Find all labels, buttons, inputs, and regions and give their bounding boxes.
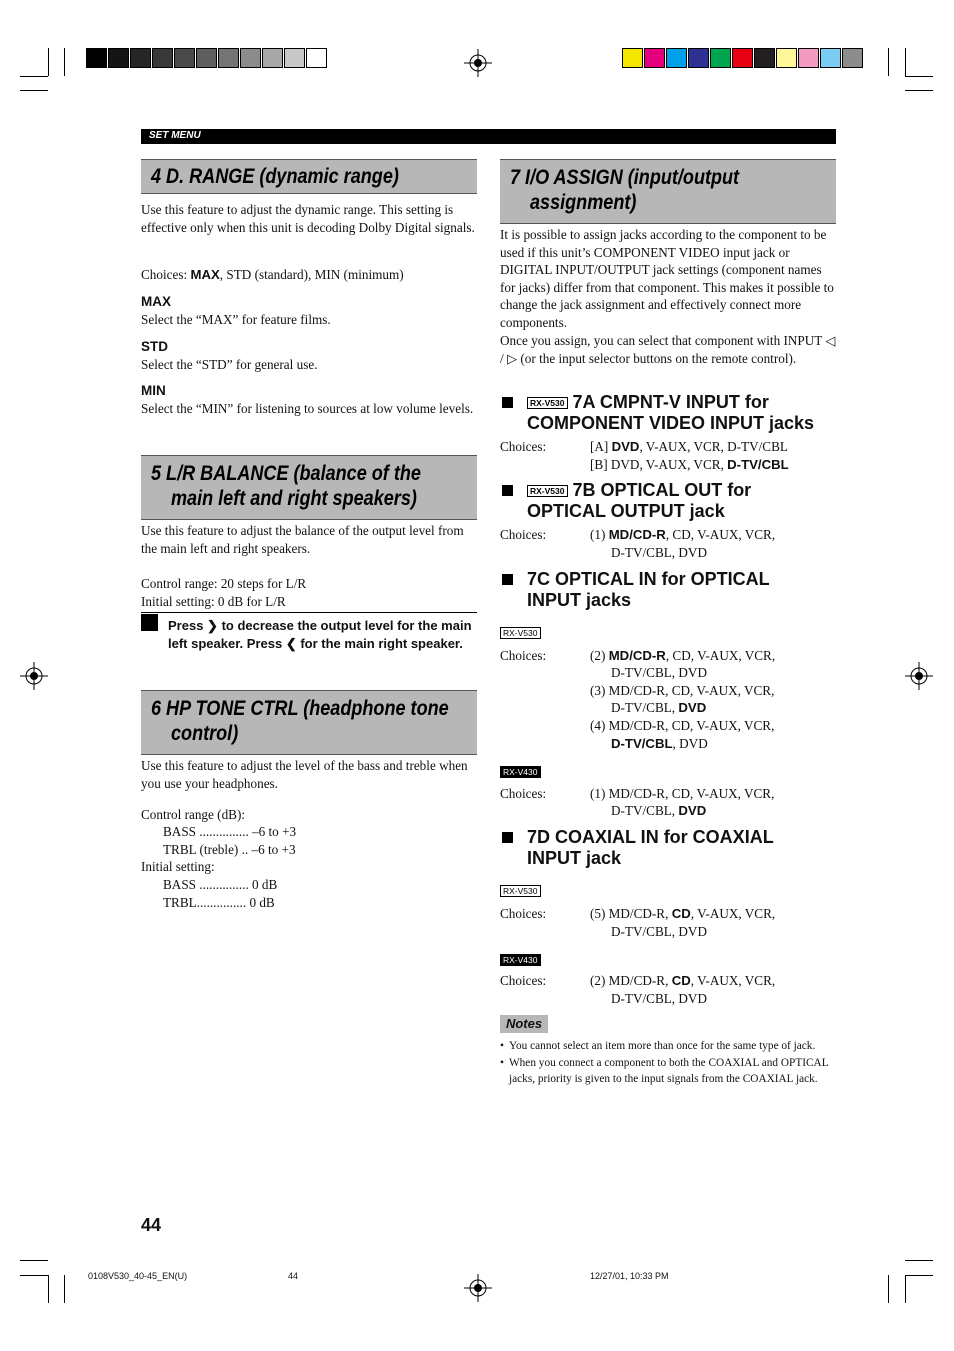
dynamic-range-description: Use this feature to adjust the dynamic range. This setting is effective only when this unit is decoding Dolby Digital signals. (141, 202, 475, 235)
crop-mark (888, 1275, 889, 1303)
hp-bass-range: BASS ............... –6 to +3 (163, 824, 297, 839)
color-swatch (688, 48, 709, 68)
model-tag: RX-V530 (500, 885, 541, 897)
gray-swatch (196, 48, 217, 68)
gray-swatch (108, 48, 129, 68)
choice-7c-2-line2: D-TV/CBL, DVD (611, 665, 707, 680)
choices-label: Choices: (500, 906, 547, 921)
color-swatch (710, 48, 731, 68)
notes-label: Notes (500, 1015, 548, 1033)
crop-mark (905, 48, 906, 76)
model-tag: RX-V430 (500, 766, 541, 778)
gray-swatch (152, 48, 173, 68)
min-text: Select the “MIN” for listening to sources at low volume levels. (141, 401, 474, 416)
chevron-right-icon: ❯ (207, 618, 218, 633)
min-heading: MIN (141, 383, 166, 398)
crop-mark (64, 1275, 65, 1303)
heading-io-assign: 7 I/O ASSIGN (input/output assignment) (500, 159, 836, 224)
io-assign-selection: Once you assign, you can select that component with INPUT ◁ / ▷ (or the input selector buttons on the remote control). (500, 333, 836, 366)
choice-7a-a: [A] DVD, V-AUX, VCR, D-TV/CBL (590, 439, 788, 454)
footer-page: 44 (288, 1271, 299, 1281)
note-item: • When you connect a component to both the COAXIAL and OPTICAL jacks, priority is given to the input signals from the COAXIAL jack. (500, 1057, 829, 1085)
crop-mark (48, 48, 49, 76)
gray-swatch (240, 48, 261, 68)
choice-7c-430-1: (1) MD/CD-R, CD, V-AUX, VCR, (590, 786, 775, 801)
hp-trbl-range: TRBL (treble) .. –6 to +3 (163, 842, 296, 857)
registration-mark-icon (905, 662, 933, 690)
heading-7a: RX-V530 7A CMPNT-V INPUT for COMPONENT VIDEO INPUT jacks (527, 392, 815, 433)
divider (141, 612, 477, 613)
heading-7d: 7D COAXIAL IN for COAXIAL INPUT jack (527, 827, 774, 868)
color-swatch (820, 48, 841, 68)
chevron-left-icon: ❮ (285, 635, 297, 651)
crop-mark (905, 90, 933, 91)
color-swatch (644, 48, 665, 68)
choice-7b-1: (1) MD/CD-R, CD, V-AUX, VCR, (590, 527, 776, 542)
crop-mark (20, 90, 48, 91)
color-swatch (776, 48, 797, 68)
lr-balance-description: Use this feature to adjust the balance of the output level from the main left and right speakers. (141, 523, 464, 556)
choice-7c-3-line2: D-TV/CBL, DVD (611, 700, 707, 715)
hp-tone-description: Use this feature to adjust the level of the bass and treble when you use your headphones. (141, 758, 468, 791)
gray-swatch (284, 48, 305, 68)
choice-7d-430-2: (2) MD/CD-R, CD, V-AUX, VCR, (590, 973, 776, 988)
choice-7d-5: (5) MD/CD-R, CD, V-AUX, VCR, (590, 906, 776, 921)
choice-7c-3: (3) MD/CD-R, CD, V-AUX, VCR, (590, 683, 775, 698)
hp-trbl-initial: TRBL............... 0 dB (163, 895, 275, 910)
model-tag: RX-V530 (500, 627, 541, 639)
heading-hp-tone-ctrl: 6 HP TONE CTRL (headphone tone control) (141, 690, 477, 755)
bullet-square (502, 485, 513, 496)
note-marker (141, 614, 158, 631)
lr-initial-setting: Initial setting: 0 dB for L/R (141, 594, 286, 609)
choice-7d-430-2-line2: D-TV/CBL, DVD (611, 991, 707, 1006)
gray-swatch (86, 48, 107, 68)
heading-dynamic-range: 4 D. RANGE (dynamic range) (141, 159, 477, 194)
choice-7c-4: (4) MD/CD-R, CD, V-AUX, VCR, (590, 718, 775, 733)
registration-mark-icon (464, 49, 492, 77)
color-swatch (842, 48, 863, 68)
crop-mark (64, 48, 65, 76)
hp-control-range-label: Control range (dB): (141, 807, 246, 822)
registration-mark-icon (464, 1274, 492, 1302)
choice-7c-430-1-line2: D-TV/CBL, DVD (611, 803, 707, 818)
crop-mark (888, 48, 889, 76)
header-label: SET MENU (149, 130, 201, 141)
bullet-square (502, 832, 513, 843)
choice-7d-5-line2: D-TV/CBL, DVD (611, 924, 707, 939)
model-tag: RX-V530 (527, 485, 568, 497)
heading-7c: 7C OPTICAL IN for OPTICAL INPUT jacks (527, 569, 770, 610)
crop-mark (905, 76, 933, 77)
crop-mark (905, 1260, 933, 1261)
note-item: • You cannot select an item more than once for the same type of jack. (500, 1040, 816, 1052)
heading-lr-balance: 5 L/R BALANCE (balance of the main left and right speakers) (141, 455, 477, 520)
choices-label: Choices: (500, 973, 547, 988)
model-tag: RX-V430 (500, 954, 541, 966)
crop-mark (905, 1275, 906, 1303)
bullet-square (502, 574, 513, 585)
hp-initial-label: Initial setting: (141, 859, 215, 874)
dynamic-range-choices: Choices: MAX, STD (standard), MIN (minimum) (141, 267, 404, 282)
crop-mark (48, 1275, 49, 1303)
hp-bass-initial: BASS ............... 0 dB (163, 877, 278, 892)
choice-7c-4-line2: D-TV/CBL, DVD (611, 736, 708, 751)
choices-label: Choices: (500, 439, 547, 454)
notes-list (500, 1038, 832, 1087)
color-swatch (754, 48, 775, 68)
lr-control-range: Control range: 20 steps for L/R (141, 576, 307, 591)
lr-balance-note: Press ❯ to decrease the output level for the main left speaker. Press ❮ for the main right speaker. (168, 618, 472, 651)
max-heading: MAX (141, 294, 171, 309)
choices-label: Choices: (500, 527, 547, 542)
crop-mark (20, 1260, 48, 1261)
max-text: Select the “MAX” for feature films. (141, 312, 331, 327)
choice-7b-1-line2: D-TV/CBL, DVD (611, 545, 707, 560)
gray-swatch (306, 48, 327, 68)
color-swatch (622, 48, 643, 68)
footer-file: 0108V530_40-45_EN(U) (88, 1271, 188, 1281)
crop-mark (905, 1275, 933, 1276)
color-swatch (732, 48, 753, 68)
model-tag: RX-V530 (527, 397, 568, 409)
color-swatch (798, 48, 819, 68)
crop-mark (20, 1275, 48, 1276)
choice-7c-2: (2) MD/CD-R, CD, V-AUX, VCR, (590, 648, 776, 663)
footer-timestamp: 12/27/01, 10:33 PM (590, 1271, 669, 1281)
bullet-square (502, 397, 513, 408)
page-number: 44 (141, 1215, 162, 1235)
crop-mark (20, 76, 48, 77)
gray-swatch (130, 48, 151, 68)
choice-7a-b: [B] DVD, V-AUX, VCR, D-TV/CBL (590, 457, 789, 472)
gray-swatch (174, 48, 195, 68)
heading-7b: RX-V530 7B OPTICAL OUT for OPTICAL OUTPUT jack (527, 480, 752, 521)
gray-swatch (218, 48, 239, 68)
choices-label: Choices: (500, 786, 547, 801)
section-header-bar (141, 129, 836, 144)
std-heading: STD (141, 339, 168, 354)
color-swatch (666, 48, 687, 68)
choices-label: Choices: (500, 648, 547, 663)
gray-swatch (262, 48, 283, 68)
registration-mark-icon (20, 662, 48, 690)
std-text: Select the “STD” for general use. (141, 357, 318, 372)
io-assign-description: It is possible to assign jacks according to the component to be used if this unit’s COMPONENT VIDEO input jack or DIGITAL INPUT/OUTPUT jack settings (component names for jacks) differ from that component. This makes it possible to change the jack assignment and effectively connect more components. (500, 227, 834, 330)
